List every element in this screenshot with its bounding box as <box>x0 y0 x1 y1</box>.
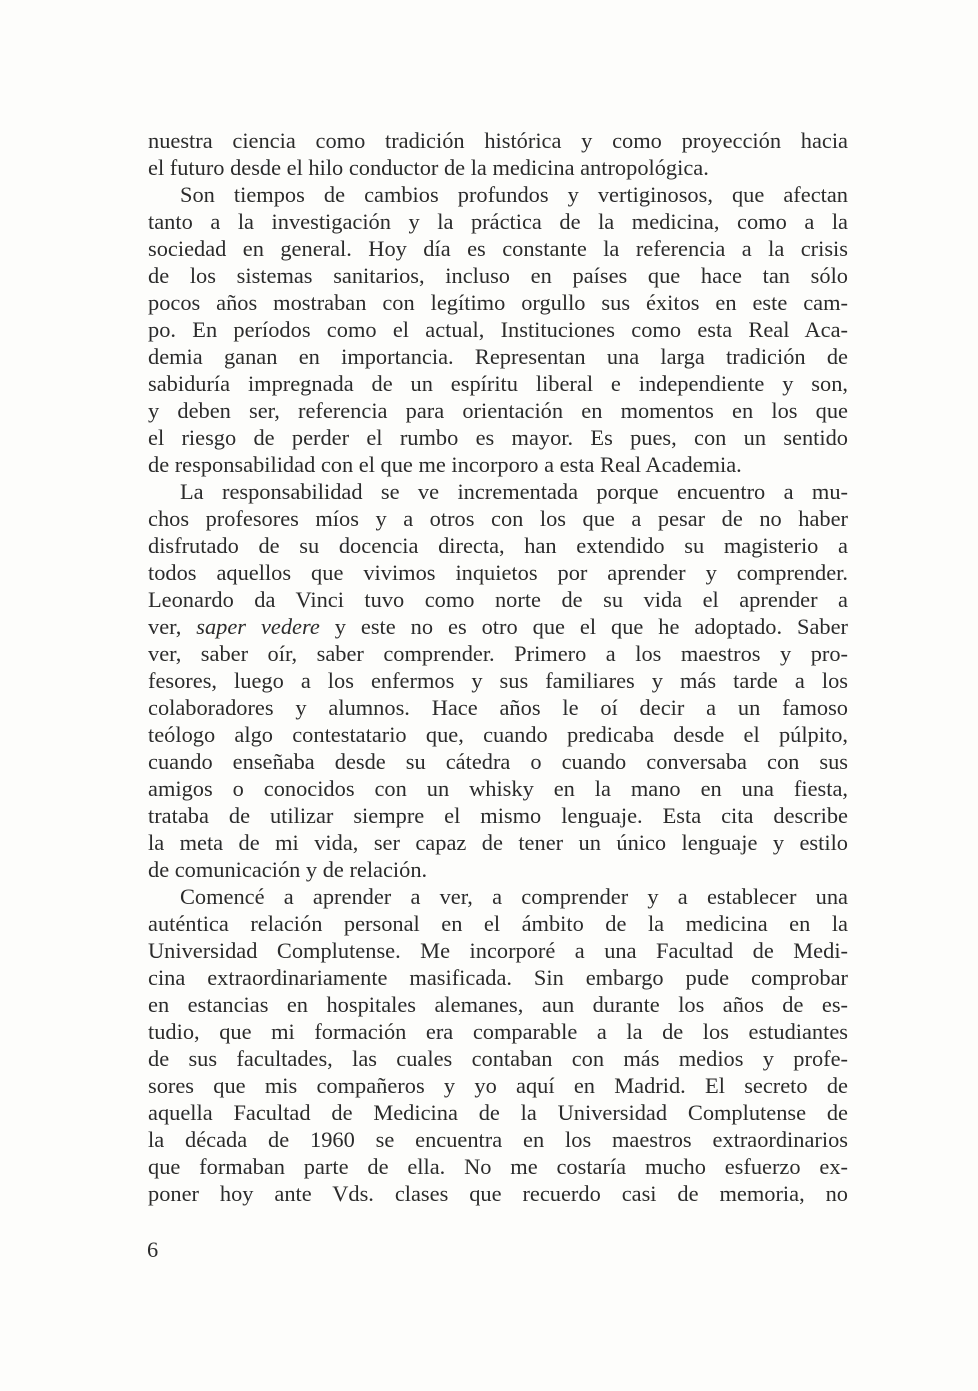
text-segment: ver, saber oír, saber comprender. Primero a los maestros y pro- <box>148 641 848 666</box>
text-line <box>148 208 848 235</box>
text-line <box>148 451 848 478</box>
text-segment: Universidad Complutense. Me incorporé a una Facultad de Medi- <box>148 938 848 963</box>
text-line <box>148 991 848 1018</box>
text-segment: cina extraordinariamente masificada. Sin embargo pude comprobar <box>148 965 848 990</box>
text-line <box>148 1099 848 1126</box>
text-line <box>148 262 848 289</box>
text-line <box>148 1045 848 1072</box>
text-segment: po. En períodos como el actual, Instituciones como esta Real Aca- <box>148 317 848 342</box>
text-segment: sabiduría impregnada de un espíritu liberal e independiente y son, <box>148 371 848 396</box>
text-segment: auténtica relación personal en el ámbito de la medicina en la <box>148 911 848 936</box>
text-segment: demia ganan en importancia. Representan una larga tradición de <box>148 344 848 369</box>
text-segment: que formaban parte de ella. No me costaría mucho esfuerzo ex- <box>148 1154 848 1179</box>
text-line <box>148 748 848 775</box>
text-line <box>148 505 848 532</box>
text-line <box>148 289 848 316</box>
text-line <box>148 910 848 937</box>
text-segment: y este no es otro que el que he adoptado. Saber <box>319 614 848 639</box>
text-segment: de los sistemas sanitarios, incluso en países que hace tan sólo <box>148 263 848 288</box>
text-segment: teólogo algo contestatario que, cuando predicaba desde el púlpito, <box>148 722 848 747</box>
text-segment: la meta de mi vida, ser capaz de tener un único lenguaje y estilo <box>148 830 848 855</box>
text-segment: el futuro desde el hilo conductor de la medicina antropológica. <box>148 155 709 180</box>
text-line <box>148 586 848 613</box>
text-line <box>148 640 848 667</box>
text-segment: de comunicación y de relación. <box>148 857 428 882</box>
text-segment: La responsabilidad se ve incrementada porque encuentro a mu- <box>180 479 848 504</box>
text-segment: de sus facultades, las cuales contaban con más medios y profe- <box>148 1046 848 1071</box>
text-line <box>148 424 848 451</box>
text-line <box>148 235 848 262</box>
text-segment: la década de 1960 se encuentra en los maestros extraordinarios <box>148 1127 848 1152</box>
text-line <box>148 613 848 640</box>
text-segment: chos profesores míos y a otros con los que a pesar de no haber <box>148 506 848 531</box>
text-line <box>148 154 848 181</box>
text-line <box>148 802 848 829</box>
text-segment: pocos años mostraban con legítimo orgullo sus éxitos en este cam- <box>148 290 848 315</box>
text-segment: tanto a la investigación y la práctica de la medicina, como a la <box>148 209 848 234</box>
text-line <box>148 964 848 991</box>
text-segment: Leonardo da Vinci tuvo como norte de su vida el aprender a <box>148 587 848 612</box>
text-segment: fesores, luego a los enfermos y sus familiares y más tarde a los <box>148 668 848 693</box>
text-line <box>148 667 848 694</box>
text-line <box>148 1072 848 1099</box>
text-line <box>148 478 848 505</box>
text-segment: sociedad en general. Hoy día es constante la referencia a la crisis <box>148 236 848 261</box>
page-number: 6 <box>147 1237 159 1262</box>
text-segment: cuando enseñaba desde su cátedra o cuando conversaba con sus <box>148 749 848 774</box>
text-line <box>148 883 848 910</box>
text-segment: tudio, que mi formación era comparable a la de los estudiantes <box>148 1019 848 1044</box>
text-segment: nuestra ciencia como tradición histórica y como proyección hacia <box>148 128 848 153</box>
text-segment: sores que mis compañeros y yo aquí en Madrid. El secreto de <box>148 1073 848 1098</box>
text-segment: disfrutado de su docencia directa, han extendido su magisterio a <box>148 533 848 558</box>
text-segment: colaboradores y alumnos. Hace años le oí decir a un famoso <box>148 695 848 720</box>
paragraph <box>148 127 848 181</box>
text-line <box>148 1018 848 1045</box>
text-segment: amigos o conocidos con un whisky en la mano en una fiesta, <box>148 776 848 801</box>
italic-phrase: saper vedere <box>196 614 320 639</box>
text-line <box>148 829 848 856</box>
paragraph <box>148 181 848 478</box>
text-segment: el riesgo de perder el rumbo es mayor. Es pues, con un sentido <box>148 425 848 450</box>
text-segment: trataba de utilizar siempre el mismo lenguaje. Esta cita describe <box>148 803 848 828</box>
text-segment: de responsabilidad con el que me incorporo a esta Real Academia. <box>148 452 742 477</box>
text-line <box>148 127 848 154</box>
text-line <box>148 181 848 208</box>
text-segment: ver, <box>148 614 197 639</box>
text-segment: poner hoy ante Vds. clases que recuerdo casi de memoria, no <box>148 1181 848 1206</box>
paragraph <box>148 883 848 1207</box>
text-segment: aquella Facultad de Medicina de la Universidad Complutense de <box>148 1100 848 1125</box>
text-segment: todos aquellos que vivimos inquietos por aprender y comprender. <box>148 560 848 585</box>
text-line <box>148 694 848 721</box>
text-line <box>148 775 848 802</box>
text-line <box>148 1180 848 1207</box>
text-line <box>148 937 848 964</box>
text-line <box>148 1153 848 1180</box>
text-line <box>148 721 848 748</box>
paragraph <box>148 478 848 883</box>
text-line <box>148 532 848 559</box>
text-line <box>148 343 848 370</box>
text-segment: Comencé a aprender a ver, a comprender y a establecer una <box>180 884 848 909</box>
text-segment: y deben ser, referencia para orientación en momentos en los que <box>148 398 848 423</box>
text-line <box>148 397 848 424</box>
text-line <box>148 856 848 883</box>
text-segment: Son tiempos de cambios profundos y vertiginosos, que afectan <box>180 182 848 207</box>
text-line <box>148 1126 848 1153</box>
text-line <box>148 370 848 397</box>
text-segment: en estancias en hospitales alemanes, aun durante los años de es- <box>148 992 848 1017</box>
text-line <box>148 316 848 343</box>
body-text <box>148 127 848 1207</box>
text-line <box>148 559 848 586</box>
